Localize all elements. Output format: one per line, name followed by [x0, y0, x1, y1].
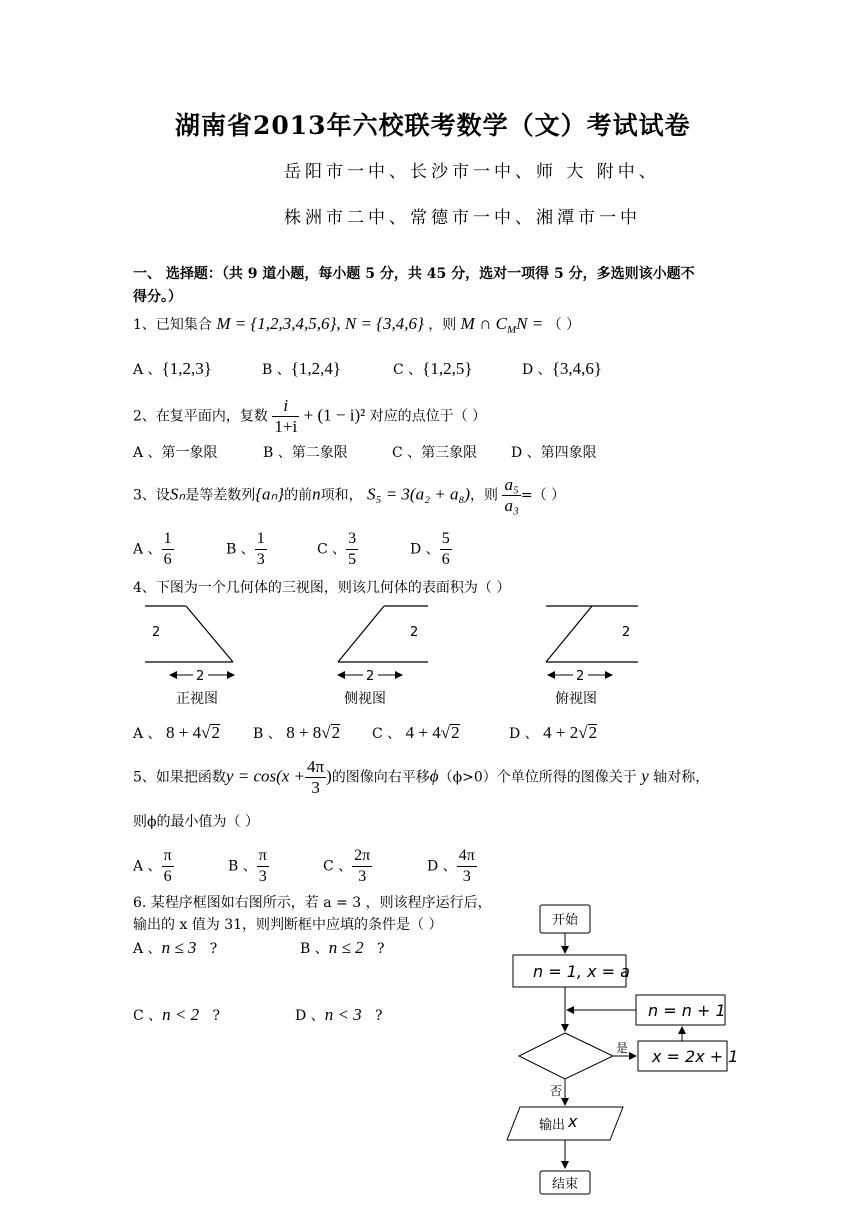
question-4: 4、下图为一个几何体的三视图，则该几何体的表面积为（ ）: [133, 580, 511, 596]
q5-option-a[interactable]: A 、 $\frac{\pi}{6}$: [133, 847, 172, 885]
front-view-caption: 正视图: [176, 691, 218, 707]
q1-blank: （ ）: [547, 317, 581, 333]
q6-option-b[interactable]: B 、n ≤ 2 ?: [300, 938, 385, 957]
side-view: [338, 606, 428, 707]
q5-option-d[interactable]: D 、 $\frac{4\pi}{3}$: [427, 847, 475, 885]
question-2: 2、在复平面内，复数 $\frac{i}{1+i}$ + (1 − i)² 对应的点位于（ ）: [133, 396, 487, 436]
side-width-label: 2: [366, 669, 375, 684]
top-width-label: 2: [576, 669, 585, 684]
q2-option-b[interactable]: B 、第二象限: [263, 445, 348, 461]
q5-option-c[interactable]: C 、 $\frac{2\pi}{3}$: [323, 847, 371, 885]
q4-option-a[interactable]: A 、 8 + 4√2: [133, 723, 220, 742]
q1-option-a[interactable]: A 、{1,2,3}: [133, 359, 212, 378]
q1-option-b[interactable]: B 、{1,2,4}: [262, 359, 342, 378]
q1-prefix: 1、已知集合: [133, 317, 212, 333]
flow-output-label: 输出: [539, 1118, 566, 1133]
flowchart: [500, 895, 740, 1200]
q1-option-c[interactable]: C 、{1,2,5}: [393, 359, 473, 378]
q6-option-c[interactable]: C 、n < 2 ?: [133, 1005, 221, 1024]
side-view-caption: 侧视图: [344, 691, 386, 707]
q1-option-d[interactable]: D 、{3,4,6}: [522, 359, 603, 378]
q5-option-b[interactable]: B 、 $\frac{\pi}{3}$: [228, 847, 267, 885]
flow-yes-label: 是: [616, 1041, 629, 1055]
schools-line-2: 株洲市二中、常德市一中、湘潭市一中: [284, 208, 641, 228]
front-height-label: 2: [152, 625, 161, 640]
q3-option-b[interactable]: B 、 $\frac{1}{3}$: [226, 530, 265, 568]
q4-option-b[interactable]: B 、 8 + 8√2: [253, 723, 341, 742]
schools-line-1: 岳阳市一中、长沙市一中、师 大 附中、: [284, 162, 660, 182]
q3-fraction: $\frac{\text{a₅}}{\text{a₃}}$: [504, 475, 519, 515]
q2-option-d[interactable]: D 、第四象限: [511, 445, 597, 461]
q1-sub: M: [506, 323, 517, 336]
flow-start-label: 开始: [552, 913, 579, 928]
flow-end-label: 结束: [552, 1177, 579, 1192]
q5-line-2: 则ϕ的最小值为（ ）: [133, 814, 259, 830]
front-width-label: 2: [196, 669, 205, 684]
q3-option-a[interactable]: A 、 $\frac{1}{6}$: [133, 530, 172, 568]
q4-option-c[interactable]: C 、 4 + 4√2: [372, 723, 460, 742]
section-heading-line-1: 一、 选择题：（共 9 道小题，每小题 5 分，共 45 分，选对一项得 5 分，多选则该小题不: [133, 266, 695, 282]
flow-init-label: n = 1, x = a: [533, 962, 630, 981]
q2-option-c[interactable]: C 、第三象限: [392, 445, 478, 461]
q3-option-d[interactable]: D 、 $\frac{5}{6}$: [410, 530, 450, 568]
q4-option-d[interactable]: D 、 4 + 2√2: [509, 723, 598, 742]
flow-increment-label: n = n + 1: [648, 1001, 726, 1020]
q1-mid: ，则: [428, 317, 457, 333]
q2-fraction: $\frac{i}{1+i}$: [274, 396, 298, 436]
q6-option-d[interactable]: D 、n < 3 ?: [295, 1005, 383, 1024]
front-view: [145, 606, 234, 707]
flow-decision-diamond: [519, 1033, 613, 1079]
q6-option-a[interactable]: A 、n ≤ 3 ?: [133, 938, 218, 957]
q1-sets: M = {1,2,3,4,5,6}, N = {3,4,6}: [216, 314, 424, 333]
q6-line-1: 6. 某程序框图如右图所示，若 a = 3 ，则该程序运行后，: [133, 895, 492, 911]
top-view-caption: 俯视图: [555, 691, 597, 707]
section-heading-line-2: 得分。）: [133, 289, 182, 305]
side-height-label: 2: [410, 625, 419, 640]
q6-line-2: 输出的 x 值为 31，则判断框中应填的条件是（ ）: [133, 917, 443, 933]
q2-option-a[interactable]: A 、第一象限: [133, 445, 218, 461]
q1-expr: M ∩ C: [460, 314, 507, 333]
flow-update-label: x = 2x + 1: [652, 1047, 739, 1066]
three-view-diagram: [130, 600, 730, 712]
top-view: [546, 606, 638, 707]
q1-expr2: N =: [516, 314, 544, 333]
flow-no-label: 否: [550, 1084, 563, 1098]
q3-option-c[interactable]: C 、 $\frac{3}{5}$: [317, 530, 357, 568]
question-5: 5、如果把函数y = cos(x + $\frac{4\pi}{3}$ )的图像向右平移ϕ（ϕ>0）个单位所得的图像关于 y 轴对称，: [133, 757, 710, 797]
top-height-label: 2: [622, 625, 631, 640]
question-1: [133, 314, 580, 336]
flow-output-var: x: [568, 1112, 578, 1131]
page-title: 湖南省2013年六校联考数学（文）考试试卷: [175, 111, 691, 140]
question-3: 3、设Sₙ是等差数列{aₙ}的前n项和， S₅ = 3(a₂ + a₈)，则 $\frac{\text{a₅}}{\text{a₃}}$ =（ ）: [133, 475, 566, 515]
